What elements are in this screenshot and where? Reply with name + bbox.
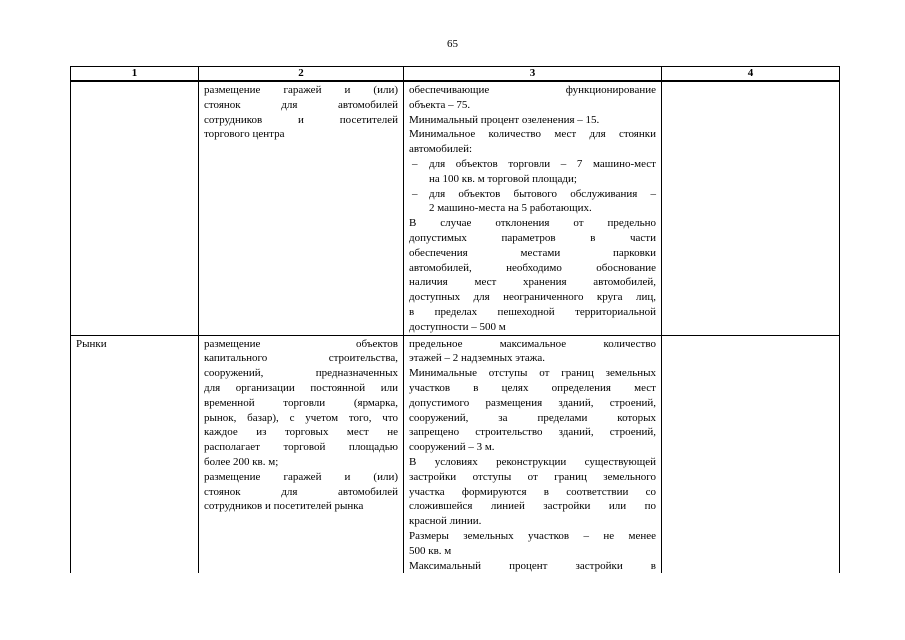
- row2-col3-line: этажей – 2 надземных этажа.: [409, 352, 546, 365]
- row2-col3-line: сооружений – 3 м.: [409, 441, 495, 454]
- row1-col3-line: Минимальное количество мест для стоянки: [409, 128, 656, 141]
- row2-col3-line: Минимальные отступы от границ земельных: [409, 367, 656, 380]
- list-item: [409, 157, 656, 187]
- row2-col3-cell: [404, 335, 662, 573]
- row1-col3-line: обеспечения местами парковки: [409, 246, 656, 259]
- dash-marker: –: [412, 157, 418, 170]
- row2-col3-line: участка формируются в соответствии со: [409, 485, 656, 498]
- row2-col2-line: более 200 кв. м;: [204, 455, 279, 468]
- row2-col2-line: рынок, базар), с учетом того, что: [204, 411, 398, 424]
- list-item-line: для объектов бытового обслуживания –: [429, 187, 656, 200]
- row2-col3-line: допустимого размещения зданий, строений,: [409, 396, 656, 409]
- row2-col2-line: временной торговли (ярмарка,: [204, 396, 398, 409]
- row1-col3-line: доступных для неограниченного круга лиц,: [409, 291, 656, 304]
- row1-col2-line: торгового центра: [204, 128, 285, 141]
- row2-col3-line: 500 кв. м: [409, 544, 452, 557]
- list-item: [409, 187, 656, 217]
- header-col-4: 4: [662, 67, 840, 82]
- row2-col3-line: предельное максимальное количество: [409, 337, 656, 350]
- page-number: 65: [447, 38, 458, 50]
- row1-col3-line: автомобилей, необходимо обоснование: [409, 261, 656, 274]
- list-item-line: 2 машино-места на 5 работающих.: [429, 202, 592, 215]
- row2-col2-line: размещение объектов: [204, 337, 398, 350]
- row1-col3-line: В случае отклонения от предельно: [409, 217, 656, 230]
- row2-col2-line: сотрудников и посетителей рынка: [204, 500, 364, 513]
- row2-col2-line: для организации постоянной или: [204, 381, 398, 394]
- table-row: [71, 335, 840, 573]
- row1-col3-line: доступности – 500 м: [409, 320, 506, 333]
- row2-col2-line: капитального строительства,: [204, 352, 398, 365]
- list-item-line: для объектов торговли – 7 машино-мест: [429, 157, 656, 170]
- row2-col3-line: сложившейся линией застройки или по: [409, 500, 656, 513]
- row2-col2-line: размещение гаражей и (или): [204, 470, 398, 483]
- header-col-3: 3: [404, 67, 662, 82]
- row2-col2-line: каждое из торговых мест не: [204, 426, 398, 439]
- row2-col2-line: располагает торговой площадью: [204, 441, 398, 454]
- row1-col3-cell: [404, 81, 662, 335]
- row2-col3-line: застройки отступы от границ земельного: [409, 470, 656, 483]
- row2-col3-line: красной линии.: [409, 515, 482, 528]
- row2-col1-text: Рынки: [76, 337, 107, 350]
- row1-col3-line: наличия мест хранения автомобилей,: [409, 276, 656, 289]
- row1-col3-line: автомобилей:: [409, 143, 473, 156]
- row1-col1-cell: [71, 81, 199, 335]
- row2-col3-line: участков в целях определения мест: [409, 381, 656, 394]
- row1-col4-cell: [662, 81, 840, 335]
- regulations-table: [70, 66, 840, 573]
- row1-col2-line: размещение гаражей и (или): [204, 84, 398, 96]
- row2-col3-line: В условиях реконструкции существующей: [409, 455, 656, 468]
- row2-col3-line: Размеры земельных участков – не менее: [409, 529, 656, 542]
- row2-col1-cell: [71, 335, 199, 573]
- row1-col3-line: обеспечивающие функционирование: [409, 84, 656, 96]
- row2-col3-line: сооружений, за пределами которых: [409, 411, 656, 424]
- table-row: [71, 81, 840, 335]
- row2-col3-line: Максимальный процент застройки в: [409, 559, 656, 572]
- row2-col2-line: сооружений, предназначенных: [204, 367, 398, 380]
- row2-col3-line: запрещено строительство зданий, строений,: [409, 426, 656, 439]
- row1-col3-line: Минимальный процент озеленения – 15.: [409, 113, 600, 126]
- row1-col3-line: объекта – 75.: [409, 98, 471, 111]
- row1-col2-cell: [199, 81, 404, 335]
- header-col-1: 1: [71, 67, 199, 82]
- row1-col3-line: допустимых параметров в части: [409, 231, 656, 244]
- row1-col3-line: в пределах пешеходной территориальной: [409, 305, 656, 318]
- row1-col2-line: стоянок для автомобилей: [204, 98, 398, 111]
- table-header-row: [71, 67, 840, 82]
- row2-col2-cell: [199, 335, 404, 573]
- row1-col2-line: сотрудников и посетителей: [204, 113, 398, 126]
- row2-col4-cell: [662, 335, 840, 573]
- row2-col2-line: стоянок для автомобилей: [204, 485, 398, 498]
- dash-marker: –: [412, 187, 418, 200]
- list-item-line: на 100 кв. м торговой площади;: [429, 172, 577, 185]
- header-col-2: 2: [199, 67, 404, 82]
